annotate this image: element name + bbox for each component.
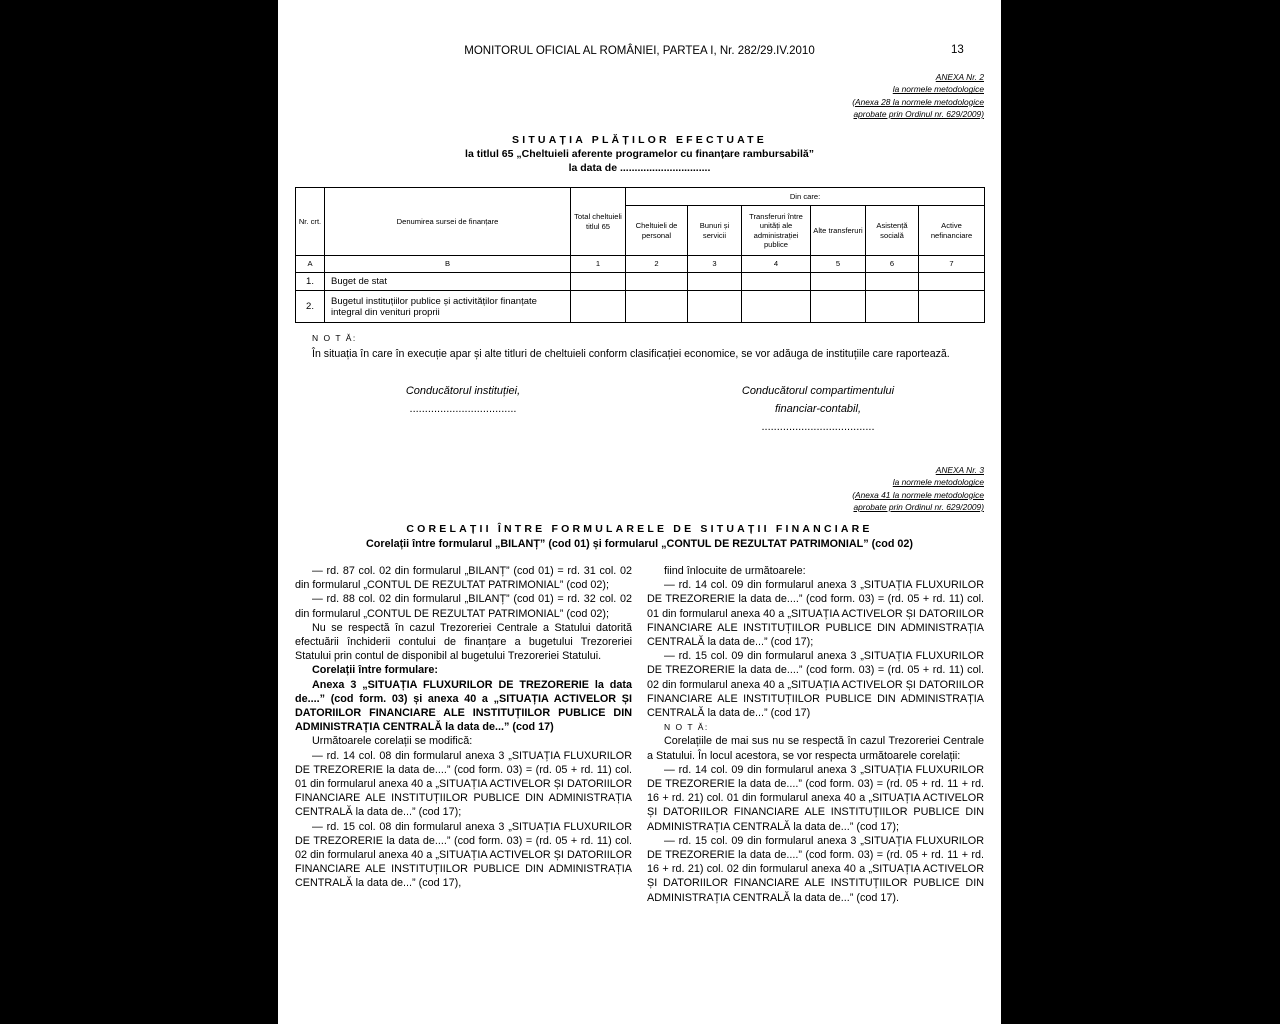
header-sub-col: Active nefinanciare [919, 206, 985, 256]
annex2-ref-line: (Anexa 28 la normele metodologice [852, 96, 984, 107]
annex3-title: CORELAȚII ÎNTRE FORMULARELE DE SITUAȚII FINANCIARE [406, 523, 873, 535]
paragraph: Nu se respectă în cazul Trezoreriei Centrale a Statului datorită efectuării închiderii contului de finanțare a bugetului Trezoreriei Statului prin contul de disponibil al bugetului Trezoreriei Statului. [295, 621, 632, 663]
code-cell: B [325, 256, 571, 273]
page-number: 13 [951, 44, 964, 56]
header-source-name: Denumirea sursei de finanțare [325, 188, 571, 256]
paragraph: fiind înlocuite de următoarele: [664, 565, 806, 577]
annex2-ref-line: aprobate prin Ordinul nr. 629/2009) [853, 108, 984, 119]
row-number: 1. [296, 273, 325, 291]
paragraph: Următoarele corelații se modifică: [312, 735, 473, 748]
paragraph: — rd. 87 col. 02 din formularul „BILANȚ” (cod 01) = rd. 31 col. 02 din formularul „CONTUL DE REZULTAT PATRIMONIAL” (cod 02); [295, 565, 632, 592]
signature-right-dots: ..................................... [761, 421, 875, 433]
row-source-name: Bugetul instituțiilor publice și activităților finanțate integral din venituri proprii [325, 291, 571, 323]
nota-label: N O T Ă: [664, 722, 709, 733]
right-column [647, 564, 984, 905]
row-number: 2. [296, 291, 325, 323]
signature-left [338, 382, 588, 418]
annex3-ref-line: la normele metodologice [892, 477, 984, 488]
signature-right [688, 382, 948, 436]
payments-table [295, 187, 985, 323]
annex2-reference [728, 71, 984, 120]
header-nr-crt: Nr. crt. [296, 188, 325, 256]
code-cell: 5 [811, 256, 866, 273]
annex2-ref-line: ANEXA Nr. 2 [935, 72, 984, 82]
code-cell: 6 [866, 256, 919, 273]
header-sub-col: Transferuri între unități ale administrației publice [742, 206, 811, 256]
row-source-name: Buget de stat [325, 273, 571, 291]
left-column [295, 564, 632, 891]
header-sub-col: Alte transferuri [811, 206, 866, 256]
annex3-ref-line: ANEXA Nr. 3 [935, 465, 984, 475]
header-sub-col: Bunuri și servicii [688, 206, 742, 256]
paragraph: — rd. 15 col. 09 din formularul anexa 3 „SITUAȚIA FLUXURILOR DE TREZORERIE la data de....” (cod form. 03) = (rd. 05 + rd. 11 + rd. 16 + rd. 21) col. 02 din formularul anexa 40 a „SITUAȚIA ACTIVELOR ȘI DATORIILOR FINANCIARE ALE INSTITUȚIILOR PUBLICE DIN ADMINISTRAȚIA CENTRALĂ la data de...” (cod 17). [647, 834, 984, 904]
paragraph: — rd. 15 col. 09 din formularul anexa 3 „SITUAȚIA FLUXURILOR DE TREZORERIE la data de....” (cod form. 03) = (rd. 05 + rd. 11) col. 02 din formularul anexa 40 a „SITUAȚIA ACTIVELOR ȘI DATORIILOR FINANCIARE ALE INSTITUȚIILOR PUBLICE DIN ADMINISTRAȚIA CENTRALĂ la data de...” (cod 17) [647, 650, 984, 720]
paragraph: Corelațiile de mai sus nu se respectă în cazul Trezoreriei Centrale a Statului. În locul acestora, se vor respecta următoarele corelații: [647, 735, 984, 762]
paragraph: — rd. 14 col. 09 din formularul anexa 3 „SITUAȚIA FLUXURILOR DE TREZORERIE la data de....” (cod form. 03) = (rd. 05 + rd. 11 + rd. 16 + rd. 21) col. 01 din formularul anexa 40 a „SITUAȚIA ACTIVELOR ȘI DATORIILOR FINANCIARE ALE INSTITUȚIILOR PUBLICE DIN ADMINISTRAȚIA CENTRALĂ la data de...” (cod 17); [647, 763, 984, 833]
paragraph: — rd. 14 col. 08 din formularul anexa 3 „SITUAȚIA FLUXURILOR DE TREZORERIE la data de....” (cod form. 03) = (rd. 05 + rd. 11) col. 01 din formularul anexa 40 a „SITUAȚIA ACTIVELOR ȘI DATORIILOR FINANCIARE ALE INSTITUȚIILOR PUBLICE DIN ADMINISTRAȚIA CENTRALĂ la data de...” (cod 17); [295, 749, 632, 819]
code-cell: 7 [919, 256, 985, 273]
header-din-care: Din care: [626, 188, 985, 206]
annex2-title: SITUAȚIA PLĂȚILOR EFECTUATE [512, 134, 767, 146]
code-cell: 1 [571, 256, 626, 273]
annex2-nota-label: N O T Ă: [312, 333, 357, 343]
annex3-reference [728, 464, 984, 513]
section-heading: Anexa 3 „SITUAȚIA FLUXURILOR DE TREZORERIE la data de....” (cod form. 03) și anexa 40 a „SITUAȚIA ACTIVELOR ȘI DATORIILOR FINANCIARE ALE INSTITUȚIILOR PUBLICE DIN ADMINISTRAȚIA CENTRALĂ la data de...” (cod 17) [295, 678, 632, 734]
publication-header: MONITORUL OFICIAL AL ROMÂNIEI, PARTEA I, Nr. 282/29.IV.2010 [464, 45, 815, 57]
header-sub-col: Asistență socială [866, 206, 919, 256]
document-page [278, 0, 1001, 1024]
signature-right-title: Conducătorul compartimentului [741, 385, 895, 397]
section-heading: Corelații între formulare: [312, 664, 438, 677]
table-row [296, 273, 985, 291]
paragraph: — rd. 15 col. 08 din formularul anexa 3 „SITUAȚIA FLUXURILOR DE TREZORERIE la data de....” (cod form. 03) = (rd. 05 + rd. 11) col. 02 din formularul anexa 40 a „SITUAȚIA ACTIVELOR ȘI DATORIILOR FINANCIARE ALE INSTITUȚIILOR PUBLICE DIN ADMINISTRAȚIA CENTRALĂ la data de...” (cod 17), [295, 820, 632, 890]
annex2-date-line: la data de ............................... [568, 162, 711, 174]
annex3-ref-line: aprobate prin Ordinul nr. 629/2009) [853, 501, 984, 512]
table-row [296, 291, 985, 323]
paragraph: — rd. 14 col. 09 din formularul anexa 3 „SITUAȚIA FLUXURILOR DE TREZORERIE la data de....” (cod form. 03) = (rd. 05 + rd. 11) col. 01 din formularul anexa 40 a „SITUAȚIA ACTIVELOR ȘI DATORIILOR FINANCIARE ALE INSTITUȚIILOR PUBLICE DIN ADMINISTRAȚIA CENTRALĂ la data de...” (cod 17); [647, 579, 984, 649]
signature-left-title: Conducătorul instituției, [405, 385, 521, 397]
annex2-ref-line: la normele metodologice [892, 84, 984, 95]
code-cell: 4 [742, 256, 811, 273]
signature-left-dots: ................................... [409, 403, 517, 415]
code-cell: A [296, 256, 325, 273]
code-cell: 3 [688, 256, 742, 273]
annex3-ref-line: (Anexa 41 la normele metodologice [852, 489, 984, 500]
header-total: Total cheltuieli titlul 65 [571, 188, 626, 256]
code-cell: 2 [626, 256, 688, 273]
header-sub-col: Cheltuieli de personal [626, 206, 688, 256]
signature-right-subtitle: financiar-contabil, [774, 403, 861, 415]
annex3-subtitle: Corelații între formularul „BILANȚ” (cod 01) și formularul „CONTUL DE REZULTAT PATRIMONIAL” (cod 02) [365, 538, 914, 550]
annex2-nota-text: În situația în care în execuție apar și alte titluri de cheltuieli conform clasificației economice, se vor adăuga de instituțiile care raportează. [312, 348, 950, 360]
paragraph: — rd. 88 col. 02 din formularul „BILANȚ” (cod 01) = rd. 32 col. 02 din formularul „CONTUL DE REZULTAT PATRIMONIAL” (cod 02); [295, 593, 632, 620]
annex2-subtitle: la titlul 65 „Cheltuieli aferente programelor cu finanțare rambursabilă” [465, 148, 814, 160]
